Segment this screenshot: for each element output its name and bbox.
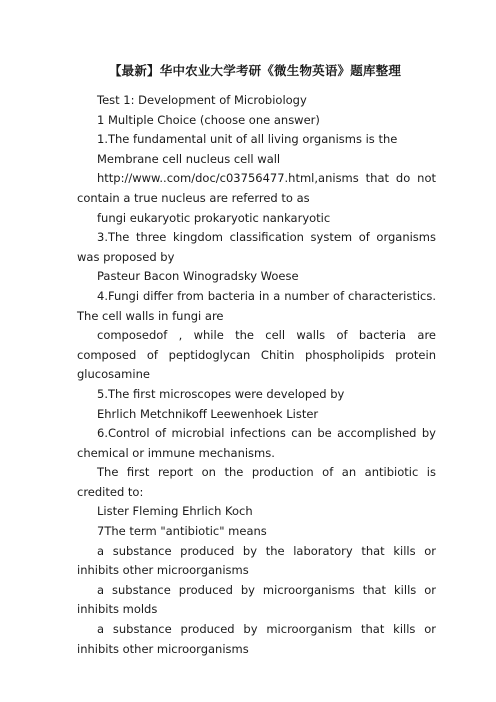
paragraph: a substance produced by the laboratory that kills or inhibits other microorganisms	[77, 543, 436, 578]
paragraph: 1 Multiple Choice (choose one answer)	[97, 112, 320, 127]
paragraph: composedof , while the cell walls of bacteria are composed of peptidoglycan Chitin phospholipids protein glucosamine	[77, 328, 436, 382]
paragraph: a substance produced by microorganism that kills or inhibits other microorganisms	[77, 622, 436, 656]
paragraph: fungi eukaryotic prokaryotic nankaryotic	[97, 210, 331, 225]
document-body	[77, 91, 436, 659]
paragraph: a substance produced by microorganisms that kills or inhibits molds	[77, 582, 436, 617]
paragraph: 1.The fundamental unit of all living organisms is the	[97, 132, 398, 147]
paragraph: 7The term "antibiotic" means	[97, 524, 267, 539]
paragraph: 5.The first microscopes were developed by	[97, 386, 345, 401]
paragraph: Lister Fleming Ehrlich Koch	[97, 504, 253, 519]
paragraph: Test 1: Development of Microbiology	[97, 93, 307, 107]
paragraph: 6.Control of microbial infections can be accomplished by chemical or immune mechanisms.	[77, 426, 436, 460]
paragraph: 4.Fungi differ from bacteria in a number of characteristics. The cell walls in fungi are	[77, 288, 436, 323]
paragraph: The first report on the production of an antibiotic is credited to:	[77, 465, 436, 499]
paragraph: Ehrlich Metchnikoff Leewenhoek Lister	[97, 406, 319, 421]
paragraph: 3.The three kingdom classification system of organisms was proposed by	[77, 230, 436, 264]
paragraph: http://www..com/doc/c03756477.html,anisms that do not contain a true nucleus are referred to as	[77, 171, 436, 205]
document-title: 【最新】华中农业大学考研《微生物英语》题库整理	[108, 63, 402, 78]
paragraph: Pasteur Bacon Winogradsky Woese	[97, 269, 299, 284]
paragraph: Membrane cell nucleus cell wall	[97, 151, 281, 166]
